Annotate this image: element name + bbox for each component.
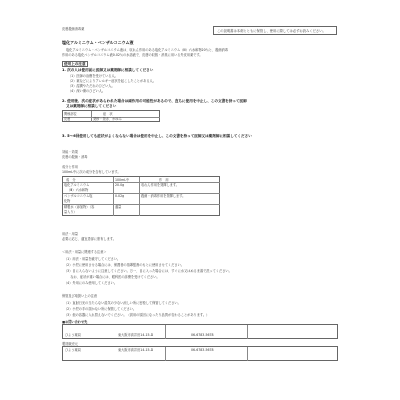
list-item: （1）医師の治療を受けている人。 [68, 74, 118, 78]
table-cell: （Ⅲ）六水和物 [67, 188, 89, 192]
table-cell: 0.02g [115, 194, 125, 198]
table-cell: 化物 [64, 199, 71, 203]
contact-divider [165, 325, 166, 339]
efficacy-text: 皮膚の殺菌・消毒 [62, 155, 88, 159]
dosage-notes-heading: ＜用法・用量に関連する注意＞ [62, 250, 107, 254]
inquiry-heading: ■お問い合わせ先 [62, 320, 88, 324]
company-name: ひよう薬局 [65, 348, 81, 352]
list-item: （1）直射日光の当たらない湿気の少ない涼しい所に密栓して保管してください。 [64, 301, 181, 305]
company-name: ひよう薬局 [65, 333, 81, 337]
side-effects-table [62, 110, 160, 122]
table-header: 100mL中 [115, 177, 130, 182]
table-cell: 収れん作用を発揮します。 [141, 183, 179, 187]
table-cell: 20.0g [115, 183, 125, 187]
efficacy-heading: 効能・効果 [62, 150, 78, 154]
list-item: （3）目に入らないように注意してください。万一、目に入った場合には、すぐに水又はぬるま湯で洗ってください。 [64, 269, 232, 273]
contact-divider [165, 347, 166, 361]
inquiry-contact-box [62, 324, 338, 339]
ingredients-heading: 成分と作用 [62, 165, 78, 169]
company-address: 東大阪市高井田14-15-D [118, 348, 154, 352]
contact-divider [247, 325, 248, 339]
table-header: 作 用 [159, 177, 169, 182]
package-insert [62, 26, 338, 374]
list-item: （4）深い傷のひどい人。 [68, 89, 106, 93]
table-cell: 殺菌・消毒作用を発揮します。 [141, 194, 186, 198]
ingredients-table [62, 176, 220, 216]
product-title: 塩化アルミニウム・ベンザルコニウム液 [62, 40, 134, 45]
list-item: （2）小児に使用させる場合には、保護者の指導監督のもとに使用させてください。 [64, 263, 184, 267]
table-cell: ベンザルコニウム塩 [64, 194, 93, 198]
list-item: （2）薬などによりアレルギー症状を起こしたことがある人。 [68, 79, 156, 83]
storage-heading: 保管及び取扱い上の注意 [62, 294, 98, 298]
maker-contact-box [62, 346, 338, 361]
precaution-3-title: 3. 5〜6回使用しても症状がよくならない場合は使用を中止し、この文書を持って医師又は薬剤師に相談してください [62, 134, 252, 138]
dosage-heading: 用法・用量 [62, 232, 78, 236]
table-cell: 発疹・発赤、かゆみ [93, 117, 122, 121]
dosage-text: 必要に応じ、適宜患部に塗布します。 [62, 237, 116, 241]
category-label: 皮膚殺菌消毒薬 [62, 27, 85, 31]
list-item: （4）外用にのみ使用してください。 [64, 281, 118, 285]
table-cell: 精製水（添加物）（容 [64, 205, 95, 209]
company-phone: 06-6783-5678 [191, 333, 214, 337]
table-cell: 皮膚 [64, 117, 71, 121]
table-cell: 量入り） [64, 210, 77, 214]
list-item: なお、症状が重い場合には、眼科医の診療を受けてください。 [64, 275, 160, 279]
contact-divider [247, 347, 248, 361]
table-divider [91, 111, 92, 122]
table-cell: 適量 [115, 205, 122, 209]
precaution-1-title: 1. 次の人は使用前に医師又は薬剤師に相談してください [62, 68, 154, 72]
table-header: 関係部位 [64, 111, 77, 116]
list-item: （3）他の容器に入れ替えないでください。（誤用の原因になったり品質が変わることがあります。） [64, 313, 210, 317]
table-header: 成 分 [66, 177, 76, 182]
maker-heading: 製造販売元 [62, 342, 78, 346]
precaution-2-title-cont: 又は薬剤師に相談してください [66, 104, 117, 108]
ingredients-intro: 100mL中に次の成分を含有しています。 [62, 170, 121, 174]
list-item: （2）小児の手の届かない所に保管してください。 [64, 307, 137, 311]
storage-warning-box: この説明書は本剤とともに保管し、使用に際しては必ずお読みください。 [213, 26, 337, 35]
table-header: 症 状 [103, 111, 113, 116]
intro-line-2: 作用のある塩化ベンザルコニウム液0.02％の水溶液で、皮膚の収斂・消臭に用いる外皮用薬です。 [62, 53, 203, 57]
table-cell: 塩化アルミニウム [64, 183, 90, 187]
list-item: （3）湿潤やただれのひどい人。 [68, 84, 115, 88]
intro-line-1: 塩化アルミニウム・ベンザルコニウム液は、収れん作用のある塩化アルミニウム（Ⅲ）六水和物20％と、殺菌消毒 [66, 48, 228, 52]
precautions-heading: 使用上の注意 [64, 62, 86, 66]
list-item: （1）用法・用量を厳守してください。 [64, 257, 121, 261]
company-phone: 06-6783-5678 [191, 348, 214, 352]
company-address: 東大阪市高井田14-15-D [118, 333, 154, 337]
precaution-2-title: 2. 使用後、次の症状があらわれた場合は副作用の可能性があるので、直ちに使用を中止し、この文書を持って医師 [62, 99, 247, 103]
